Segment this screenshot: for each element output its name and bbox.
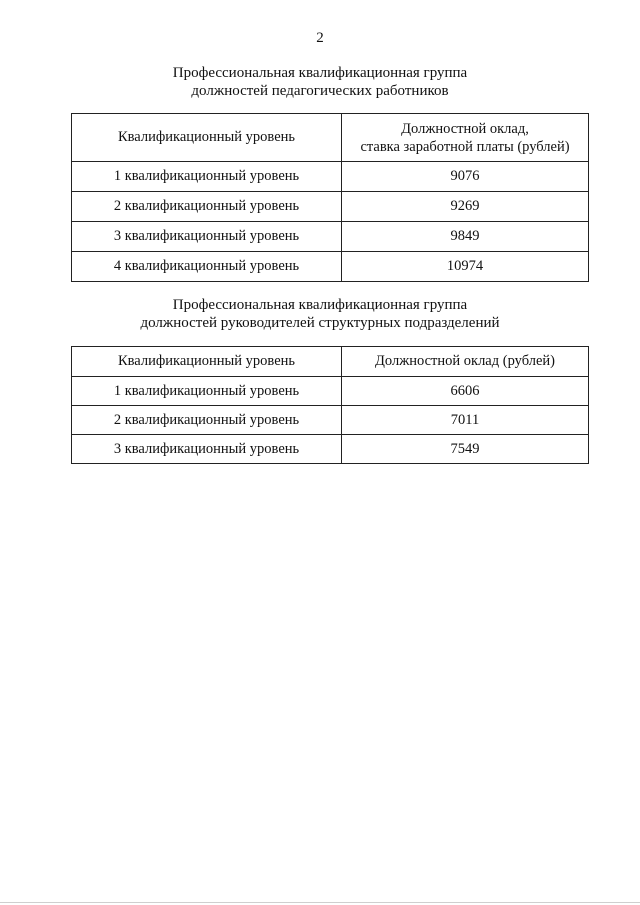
table-row [72,192,589,222]
table-row [72,162,589,192]
header-cell-salary: Должностной оклад (рублей) [342,347,589,377]
header-cell-level: Квалификационный уровень [72,114,342,162]
level-cell: 4 квалификационный уровень [72,252,342,282]
salary-cell: 9076 [342,162,589,192]
table-row [72,252,589,282]
page-bottom-rule [0,902,640,903]
section-title-line: должностей руководителей структурных подразделений [140,315,500,331]
level-cell: 3 квалификационный уровень [72,435,342,464]
salary-table-managers [71,346,589,464]
salary-cell: 7011 [342,406,589,435]
salary-table-pedagogical [71,113,589,282]
section-title-managers [0,296,640,332]
level-cell: 1 квалификационный уровень [72,377,342,406]
header-cell-salary-line: Должностной оклад, [401,120,529,137]
table-row [72,435,589,464]
section-title-pedagogical [0,64,640,100]
section-title-line: Профессиональная квалификационная группа [172,65,468,81]
level-cell: 2 квалификационный уровень [72,406,342,435]
level-cell: 2 квалификационный уровень [72,192,342,222]
level-cell: 1 квалификационный уровень [72,162,342,192]
table-row [72,222,589,252]
level-cell: 3 квалификационный уровень [72,222,342,252]
table-row [72,377,589,406]
header-cell-salary-line: ставка заработной платы (рублей) [360,138,570,155]
section-title-line: Профессиональная квалификационная группа [172,297,468,313]
table-header-row [72,114,589,162]
salary-cell: 9269 [342,192,589,222]
section-title-line: должностей педагогических работников [191,83,449,99]
page-number: 2 [316,30,324,46]
salary-cell: 7549 [342,435,589,464]
table-header-row [72,347,589,377]
header-cell-level: Квалификационный уровень [72,347,342,377]
table-row [72,406,589,435]
salary-cell: 10974 [342,252,589,282]
header-cell-salary [342,114,589,162]
salary-cell: 9849 [342,222,589,252]
salary-cell: 6606 [342,377,589,406]
